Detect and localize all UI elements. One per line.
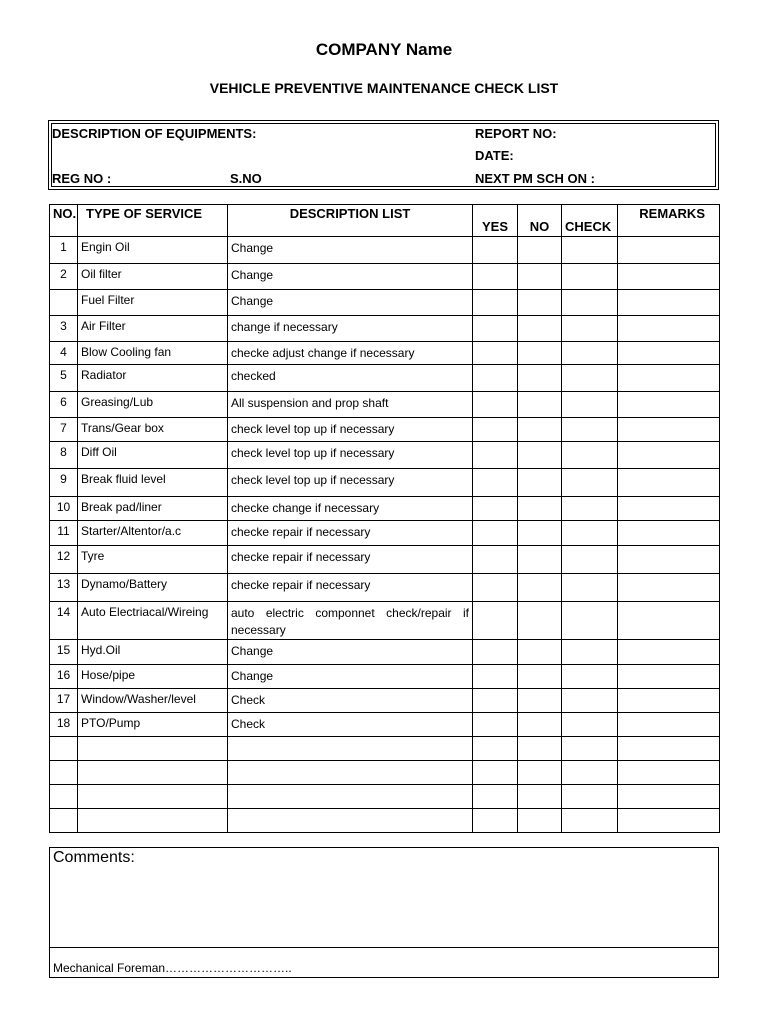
row-remarks-cell[interactable] xyxy=(618,365,720,392)
document-title: VEHICLE PREVENTIVE MAINTENANCE CHECK LIST xyxy=(209,80,559,96)
row-yes-cell[interactable] xyxy=(473,290,518,316)
blank-cell[interactable] xyxy=(562,761,618,785)
row-remarks-cell[interactable] xyxy=(618,665,720,689)
row-service-type: Greasing/Lub xyxy=(78,392,228,418)
row-description: Change xyxy=(228,237,473,264)
row-description: checke repair if necessary xyxy=(228,574,473,602)
row-no-cell[interactable] xyxy=(518,574,562,602)
row-number: 15 xyxy=(50,640,78,665)
row-service-type: Blow Cooling fan xyxy=(78,342,228,365)
description-of-equipments-label: DESCRIPTION OF EQUIPMENTS: xyxy=(52,126,257,141)
date-label: DATE: xyxy=(475,148,514,163)
row-remarks-cell[interactable] xyxy=(618,713,720,737)
row-service-type: Dynamo/Battery xyxy=(78,574,228,602)
blank-cell[interactable] xyxy=(618,737,720,761)
row-service-type: Fuel Filter xyxy=(78,290,228,316)
blank-cell[interactable] xyxy=(618,809,720,833)
row-description: checke repair if necessary xyxy=(228,546,473,574)
row-number: 13 xyxy=(50,574,78,602)
row-description: auto electric componnet check/repair if necessary xyxy=(228,602,473,640)
blank-cell[interactable] xyxy=(78,785,228,809)
blank-cell[interactable] xyxy=(562,737,618,761)
table-row xyxy=(50,497,720,521)
row-number: 18 xyxy=(50,713,78,737)
table-row xyxy=(50,546,720,574)
blank-cell[interactable] xyxy=(518,761,562,785)
row-yes-cell[interactable] xyxy=(473,316,518,342)
mechanical-foreman-signature-line: Mechanical Foreman………………………….. xyxy=(53,961,292,975)
header-yes: YES xyxy=(473,205,518,237)
row-check-cell[interactable] xyxy=(562,316,618,342)
table-row xyxy=(50,290,720,316)
row-yes-cell[interactable] xyxy=(473,602,518,640)
blank-table-row xyxy=(50,785,720,809)
equipment-info-box xyxy=(48,120,719,190)
row-check-cell[interactable] xyxy=(562,521,618,546)
row-no-cell[interactable] xyxy=(518,469,562,497)
row-yes-cell[interactable] xyxy=(473,574,518,602)
row-number: 11 xyxy=(50,521,78,546)
blank-cell[interactable] xyxy=(228,761,473,785)
blank-cell[interactable] xyxy=(473,737,518,761)
row-check-cell[interactable] xyxy=(562,237,618,264)
row-remarks-cell[interactable] xyxy=(618,521,720,546)
row-no-cell[interactable] xyxy=(518,665,562,689)
row-yes-cell[interactable] xyxy=(473,640,518,665)
row-service-type: PTO/Pump xyxy=(78,713,228,737)
row-no-cell[interactable] xyxy=(518,418,562,442)
row-no-cell[interactable] xyxy=(518,497,562,521)
row-number: 6 xyxy=(50,392,78,418)
row-number: 5 xyxy=(50,365,78,392)
row-no-cell[interactable] xyxy=(518,264,562,290)
row-yes-cell[interactable] xyxy=(473,342,518,365)
row-no-cell[interactable] xyxy=(518,521,562,546)
blank-cell[interactable] xyxy=(518,809,562,833)
row-remarks-cell[interactable] xyxy=(618,264,720,290)
blank-cell[interactable] xyxy=(50,761,78,785)
row-service-type: Trans/Gear box xyxy=(78,418,228,442)
blank-cell[interactable] xyxy=(618,761,720,785)
row-number: 7 xyxy=(50,418,78,442)
row-number: 16 xyxy=(50,665,78,689)
blank-cell[interactable] xyxy=(473,809,518,833)
row-description: check level top up if necessary xyxy=(228,469,473,497)
row-number: 12 xyxy=(50,546,78,574)
row-remarks-cell[interactable] xyxy=(618,342,720,365)
row-yes-cell[interactable] xyxy=(473,689,518,713)
row-description: change if necessary xyxy=(228,316,473,342)
row-check-cell[interactable] xyxy=(562,469,618,497)
row-check-cell[interactable] xyxy=(562,264,618,290)
header-check: CHECK xyxy=(562,205,618,237)
row-no-cell[interactable] xyxy=(518,290,562,316)
row-no-cell[interactable] xyxy=(518,602,562,640)
row-service-type: Break fluid level xyxy=(78,469,228,497)
row-remarks-cell[interactable] xyxy=(618,469,720,497)
row-yes-cell[interactable] xyxy=(473,392,518,418)
row-service-type: Break pad/liner xyxy=(78,497,228,521)
row-service-type: Radiator xyxy=(78,365,228,392)
row-service-type: Window/Washer/level xyxy=(78,689,228,713)
table-row xyxy=(50,602,720,640)
row-service-type: Hyd.Oil xyxy=(78,640,228,665)
row-check-cell[interactable] xyxy=(562,442,618,469)
row-service-type: Starter/Altentor/a.c xyxy=(78,521,228,546)
blank-cell[interactable] xyxy=(50,785,78,809)
row-no-cell[interactable] xyxy=(518,316,562,342)
blank-cell[interactable] xyxy=(562,809,618,833)
row-number: 4 xyxy=(50,342,78,365)
row-no-cell[interactable] xyxy=(518,442,562,469)
row-description: check level top up if necessary xyxy=(228,442,473,469)
row-check-cell[interactable] xyxy=(562,365,618,392)
blank-table-row xyxy=(50,809,720,833)
row-description: All suspension and prop shaft xyxy=(228,392,473,418)
row-yes-cell[interactable] xyxy=(473,469,518,497)
blank-cell[interactable] xyxy=(518,737,562,761)
blank-cell[interactable] xyxy=(473,761,518,785)
row-service-type: Hose/pipe xyxy=(78,665,228,689)
row-check-cell[interactable] xyxy=(562,640,618,665)
row-yes-cell[interactable] xyxy=(473,365,518,392)
table-row xyxy=(50,469,720,497)
reg-no-label: REG NO : xyxy=(52,171,112,186)
row-number: 1 xyxy=(50,237,78,264)
header-description-list: DESCRIPTION LIST xyxy=(228,205,473,237)
row-number: 14 xyxy=(50,602,78,640)
table-row xyxy=(50,713,720,737)
row-check-cell[interactable] xyxy=(562,418,618,442)
row-check-cell[interactable] xyxy=(562,574,618,602)
service-checklist-table xyxy=(49,204,720,833)
comments-divider xyxy=(50,947,718,948)
row-remarks-cell[interactable] xyxy=(618,392,720,418)
row-service-type: Diff Oil xyxy=(78,442,228,469)
row-yes-cell[interactable] xyxy=(473,521,518,546)
blank-cell[interactable] xyxy=(228,785,473,809)
table-row xyxy=(50,365,720,392)
row-description: check level top up if necessary xyxy=(228,418,473,442)
row-check-cell[interactable] xyxy=(562,665,618,689)
row-check-cell[interactable] xyxy=(562,290,618,316)
row-yes-cell[interactable] xyxy=(473,442,518,469)
header-remarks: REMARKS xyxy=(618,205,720,237)
row-description: checke repair if necessary xyxy=(228,521,473,546)
blank-cell[interactable] xyxy=(50,737,78,761)
blank-cell[interactable] xyxy=(78,809,228,833)
company-name: COMPANY Name xyxy=(315,40,453,59)
row-no-cell[interactable] xyxy=(518,640,562,665)
row-no-cell[interactable] xyxy=(518,365,562,392)
row-service-type: Oil filter xyxy=(78,264,228,290)
row-description: checked xyxy=(228,365,473,392)
table-row xyxy=(50,521,720,546)
next-pm-schedule-label: NEXT PM SCH ON : xyxy=(475,171,595,186)
row-yes-cell[interactable] xyxy=(473,713,518,737)
blank-cell[interactable] xyxy=(50,809,78,833)
table-row xyxy=(50,574,720,602)
row-check-cell[interactable] xyxy=(562,689,618,713)
row-service-type: Tyre xyxy=(78,546,228,574)
row-remarks-cell[interactable] xyxy=(618,602,720,640)
row-description: Change xyxy=(228,264,473,290)
blank-table-row xyxy=(50,737,720,761)
row-description: Check xyxy=(228,689,473,713)
row-description: Change xyxy=(228,665,473,689)
row-yes-cell[interactable] xyxy=(473,418,518,442)
row-check-cell[interactable] xyxy=(562,546,618,574)
row-remarks-cell[interactable] xyxy=(618,316,720,342)
blank-cell[interactable] xyxy=(473,785,518,809)
table-row xyxy=(50,418,720,442)
s-no-label: S.NO xyxy=(230,171,262,186)
row-service-type: Air Filter xyxy=(78,316,228,342)
table-row xyxy=(50,342,720,365)
row-check-cell[interactable] xyxy=(562,602,618,640)
row-check-cell[interactable] xyxy=(562,392,618,418)
table-row xyxy=(50,392,720,418)
row-remarks-cell[interactable] xyxy=(618,689,720,713)
row-yes-cell[interactable] xyxy=(473,665,518,689)
blank-cell[interactable] xyxy=(518,785,562,809)
table-row xyxy=(50,665,720,689)
table-row xyxy=(50,442,720,469)
row-no-cell[interactable] xyxy=(518,713,562,737)
row-remarks-cell[interactable] xyxy=(618,574,720,602)
row-no-cell[interactable] xyxy=(518,237,562,264)
row-number: 10 xyxy=(50,497,78,521)
row-remarks-cell[interactable] xyxy=(618,418,720,442)
table-row xyxy=(50,689,720,713)
row-number: 2 xyxy=(50,264,78,290)
row-yes-cell[interactable] xyxy=(473,237,518,264)
row-service-type: Engin Oil xyxy=(78,237,228,264)
blank-cell[interactable] xyxy=(78,737,228,761)
row-description: Change xyxy=(228,640,473,665)
comments-box xyxy=(49,847,719,978)
row-yes-cell[interactable] xyxy=(473,264,518,290)
row-no-cell[interactable] xyxy=(518,342,562,365)
table-row xyxy=(50,264,720,290)
report-no-label: REPORT NO: xyxy=(475,126,557,141)
table-row xyxy=(50,640,720,665)
row-check-cell[interactable] xyxy=(562,342,618,365)
row-number: 9 xyxy=(50,469,78,497)
row-yes-cell[interactable] xyxy=(473,546,518,574)
row-no-cell[interactable] xyxy=(518,689,562,713)
row-description: checke change if necessary xyxy=(228,497,473,521)
row-yes-cell[interactable] xyxy=(473,497,518,521)
comments-label: Comments: xyxy=(53,849,135,866)
header-no: NO. xyxy=(50,205,78,237)
row-remarks-cell[interactable] xyxy=(618,442,720,469)
row-number: 17 xyxy=(50,689,78,713)
row-description: Change xyxy=(228,290,473,316)
row-number: 8 xyxy=(50,442,78,469)
blank-cell[interactable] xyxy=(228,737,473,761)
row-remarks-cell[interactable] xyxy=(618,546,720,574)
row-description: checke adjust change if necessary xyxy=(228,342,473,365)
blank-cell[interactable] xyxy=(562,785,618,809)
row-number: 3 xyxy=(50,316,78,342)
row-remarks-cell[interactable] xyxy=(618,640,720,665)
row-service-type: Auto Electriacal/Wireing xyxy=(78,602,228,640)
table-row xyxy=(50,237,720,264)
blank-table-row xyxy=(50,761,720,785)
row-remarks-cell[interactable] xyxy=(618,290,720,316)
row-no-cell[interactable] xyxy=(518,546,562,574)
row-check-cell[interactable] xyxy=(562,713,618,737)
row-check-cell[interactable] xyxy=(562,497,618,521)
row-remarks-cell[interactable] xyxy=(618,497,720,521)
row-number xyxy=(50,290,78,316)
table-row xyxy=(50,316,720,342)
row-no-cell[interactable] xyxy=(518,392,562,418)
blank-cell[interactable] xyxy=(78,761,228,785)
header-no-column: NO xyxy=(518,205,562,237)
row-remarks-cell[interactable] xyxy=(618,237,720,264)
blank-cell[interactable] xyxy=(228,809,473,833)
header-type-of-service: TYPE OF SERVICE xyxy=(78,205,228,237)
row-description: Check xyxy=(228,713,473,737)
blank-cell[interactable] xyxy=(618,785,720,809)
